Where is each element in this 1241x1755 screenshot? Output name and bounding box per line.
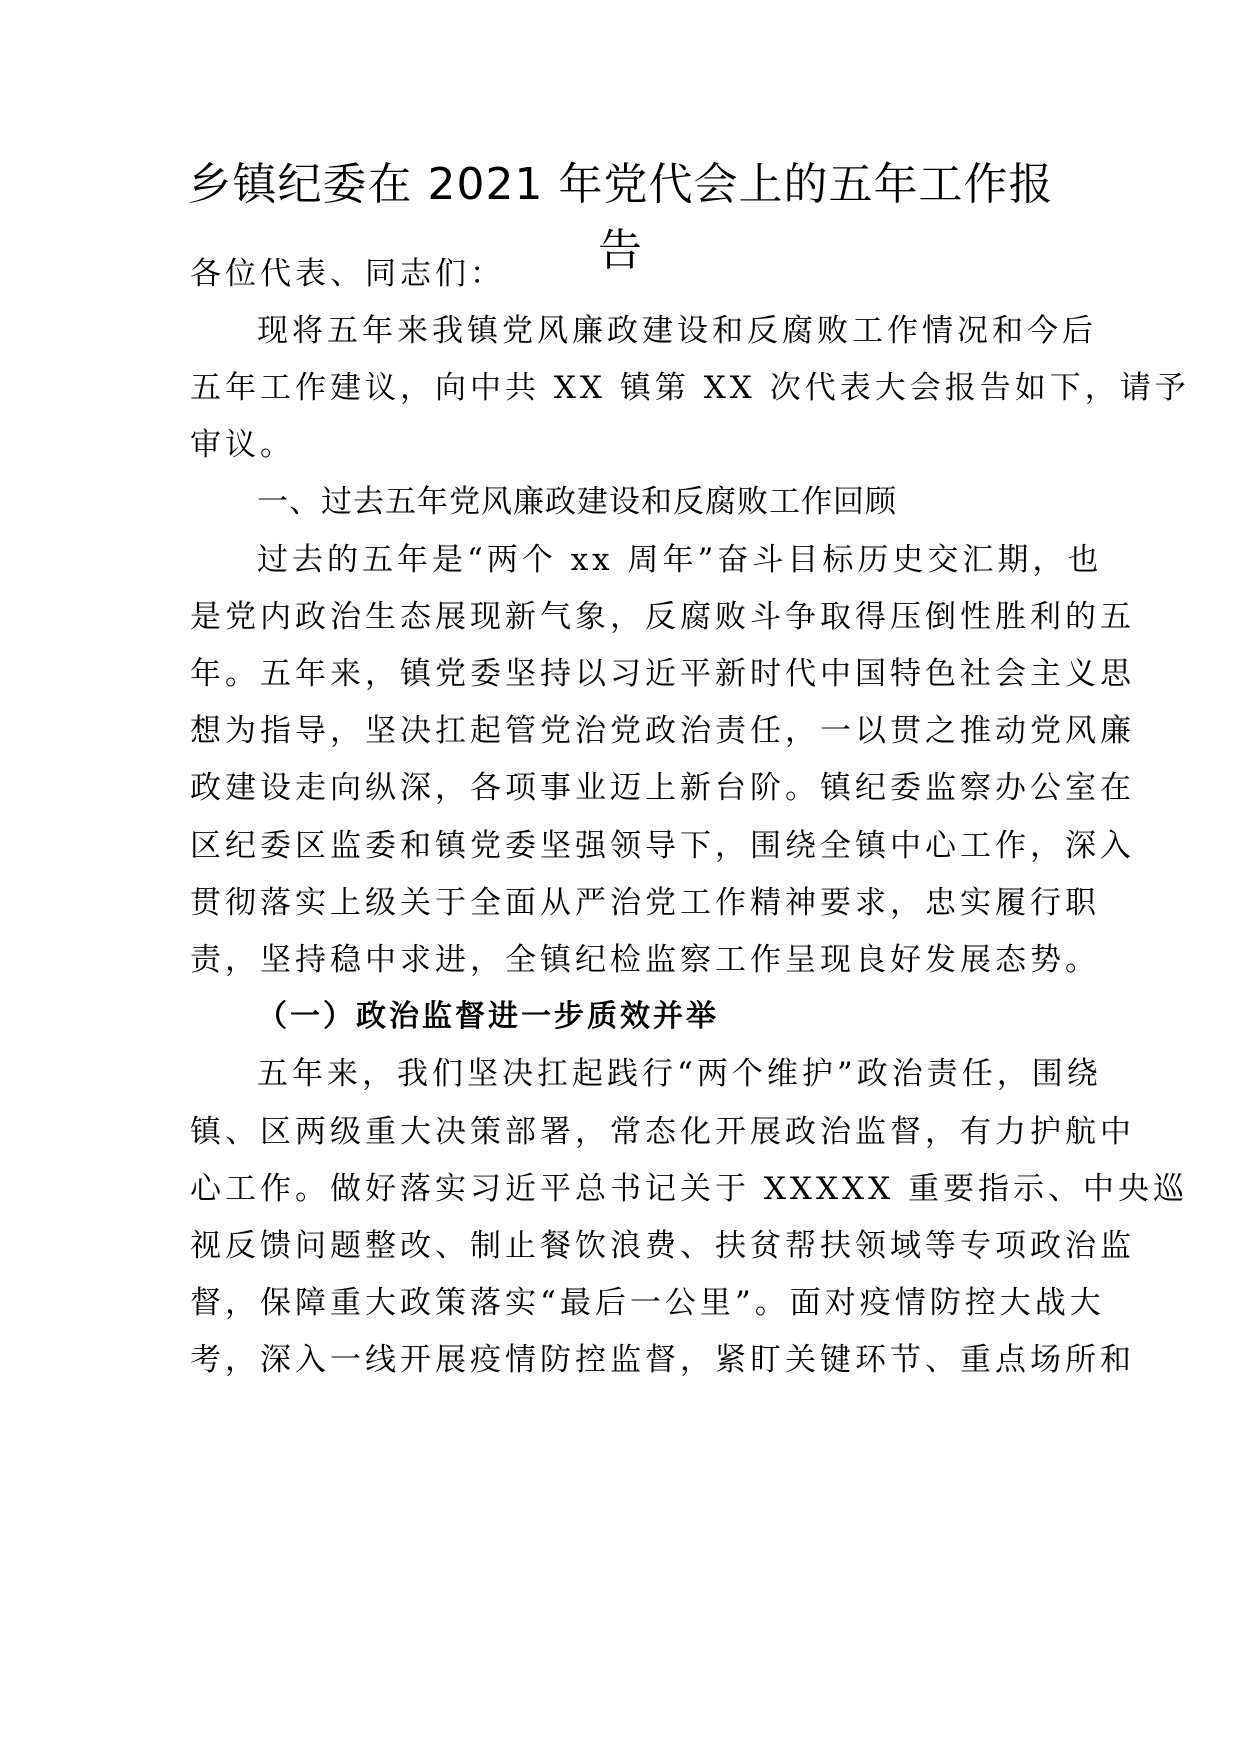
title-line-2: 告 xyxy=(598,225,643,276)
body-line: 是党内政治生态展现新气象，反腐败斗争取得压倒性胜利的五 xyxy=(190,599,1135,635)
body-line: 责，坚持稳中求进，全镇纪检监察工作呈现良好发展态势。 xyxy=(190,942,1100,978)
body-line: 想为指导，坚决扛起管党治党政治责任，一以贯之推动党风廉 xyxy=(190,713,1135,749)
body-line: 心工作。做好落实习近平总书记关于 XXXXX 重要指示、中央巡 xyxy=(190,1171,1189,1207)
body-line: 视反馈问题整改、制止餐饮浪费、扶贫帮扶领域等专项政治监 xyxy=(190,1228,1135,1264)
salutation: 各位代表、同志们： xyxy=(190,256,505,292)
section-heading: 一、过去五年党风廉政建设和反腐败工作回顾 xyxy=(257,484,897,520)
body-line: 政建设走向纵深，各项事业迈上新台阶。镇纪委监察办公室在 xyxy=(190,770,1135,806)
body-line: 镇、区两级重大决策部署，常态化开展政治监督，有力护航中 xyxy=(190,1114,1135,1150)
body-line: 过去的五年是“两个 xx 周年”奋斗目标历史交汇期，也 xyxy=(257,542,1103,578)
body-line: 贯彻落实上级关于全面从严治党工作精神要求，忠实履行职 xyxy=(190,885,1100,921)
title-line-1: 乡镇纪委在 2021 年党代会上的五年工作报 xyxy=(187,159,1054,210)
body-line: 五年来，我们坚决扛起践行“两个维护”政治责任，围绕 xyxy=(257,1056,1102,1092)
intro-line: 现将五年来我镇党风廉政建设和反腐败工作情况和今后 xyxy=(257,313,1097,349)
body-line: 督，保障重大政策落实“最后一公里”。面对疫情防控大战大 xyxy=(190,1285,1105,1321)
intro-line: 审议。 xyxy=(190,427,295,463)
body-line: 年。五年来，镇党委坚持以习近平新时代中国特色社会主义思 xyxy=(190,656,1135,692)
subsection-heading: （一）政治监督进一步质效并举 xyxy=(257,999,719,1034)
body-line: 考，深入一线开展疫情防控监督，紧盯关键环节、重点场所和 xyxy=(190,1342,1135,1378)
intro-line: 五年工作建议，向中共 XX 镇第 XX 次代表大会报告如下，请予 xyxy=(190,370,1190,406)
body-line: 区纪委区监委和镇党委坚强领导下，围绕全镇中心工作，深入 xyxy=(190,828,1135,864)
